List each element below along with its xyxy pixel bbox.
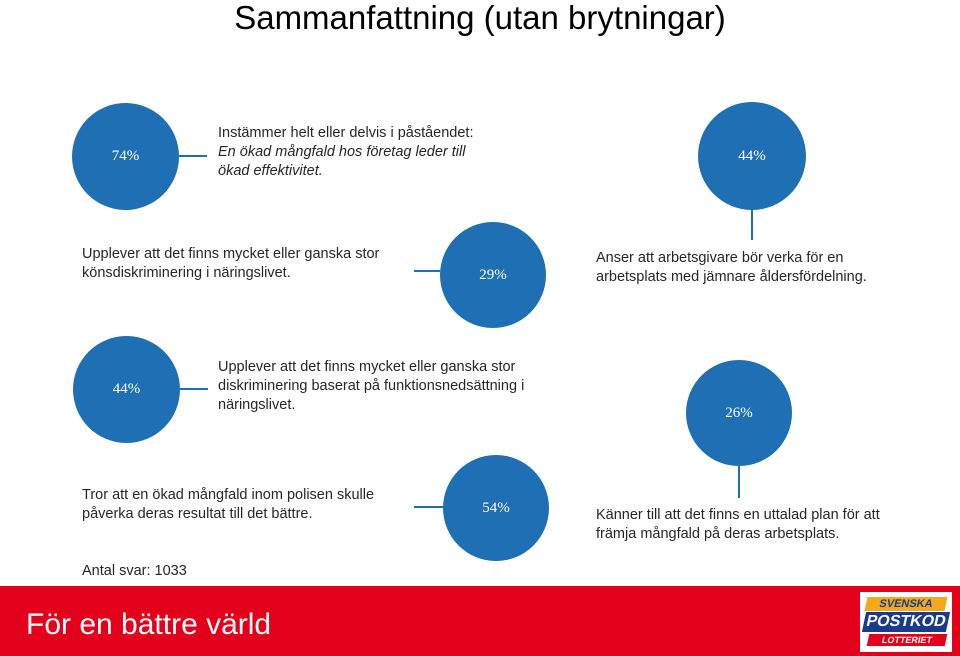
footer-bar	[0, 586, 960, 656]
logo-line-2: POSTKOD	[862, 612, 950, 632]
logo-line-3: LOTTERIET	[867, 634, 948, 646]
label-line: En ökad mångfald hos företag leder till	[218, 144, 466, 160]
label-line: Upplever att det finns mycket eller ganska stor	[82, 246, 380, 262]
label-line: påverka deras resultat till det bättre.	[82, 506, 313, 522]
stat-circle-diversity-plan	[686, 360, 792, 466]
label-line: Tror att en ökad mångfald inom polisen skulle	[82, 487, 375, 503]
stat-label-diversity-plan	[596, 506, 936, 544]
label-line: Instämmer helt eller delvis i påståendet:	[218, 125, 474, 141]
footer-slogan: För en bättre värld	[26, 608, 272, 641]
label-line: näringslivet.	[218, 397, 296, 413]
stat-circle-police-diversity	[443, 455, 549, 561]
label-line: Känner till att det finns en uttalad plan för att	[596, 507, 880, 523]
stat-circle-effectiveness	[72, 103, 179, 210]
page-title: Sammanfattning (utan brytningar)	[234, 0, 726, 36]
postkodlotteriet-logo	[860, 592, 952, 652]
logo-line-1: SVENSKA	[865, 597, 948, 611]
label-line: främja mångfald på deras arbetsplats.	[596, 526, 840, 542]
stat-label-age-distribution	[596, 249, 936, 287]
connector-line	[179, 155, 207, 157]
stat-value: 44%	[738, 147, 766, 164]
stat-value: 54%	[482, 499, 510, 516]
stat-label-effectiveness	[218, 124, 518, 181]
label-line: könsdiskriminering i näringslivet.	[82, 265, 291, 281]
connector-line	[751, 210, 753, 240]
stat-value: 44%	[112, 381, 141, 397]
stat-value: 74%	[111, 148, 140, 164]
stat-label-police-diversity	[82, 486, 422, 524]
label-line: diskriminering baserat på funktionsnedsättning i	[218, 378, 525, 394]
stat-circle-disability-discrimination	[73, 336, 180, 443]
label-line: Anser att arbetsgivare bör verka för en	[596, 250, 844, 266]
stat-value: 29%	[479, 266, 507, 283]
label-line: Upplever att det finns mycket eller ganska stor	[218, 359, 516, 375]
label-line: arbetsplats med jämnare åldersfördelning.	[596, 269, 867, 285]
respondent-count: Antal svar: 1033	[82, 563, 187, 579]
stat-circle-age-distribution	[698, 102, 806, 210]
stat-label-disability-discrimination	[218, 358, 558, 415]
stat-circle-gender-discrimination	[440, 222, 546, 328]
label-line: ökad effektivitet.	[218, 163, 323, 179]
connector-line	[738, 466, 740, 498]
stat-label-gender-discrimination	[82, 245, 422, 283]
stat-value: 26%	[725, 404, 753, 421]
connector-line	[180, 388, 208, 390]
